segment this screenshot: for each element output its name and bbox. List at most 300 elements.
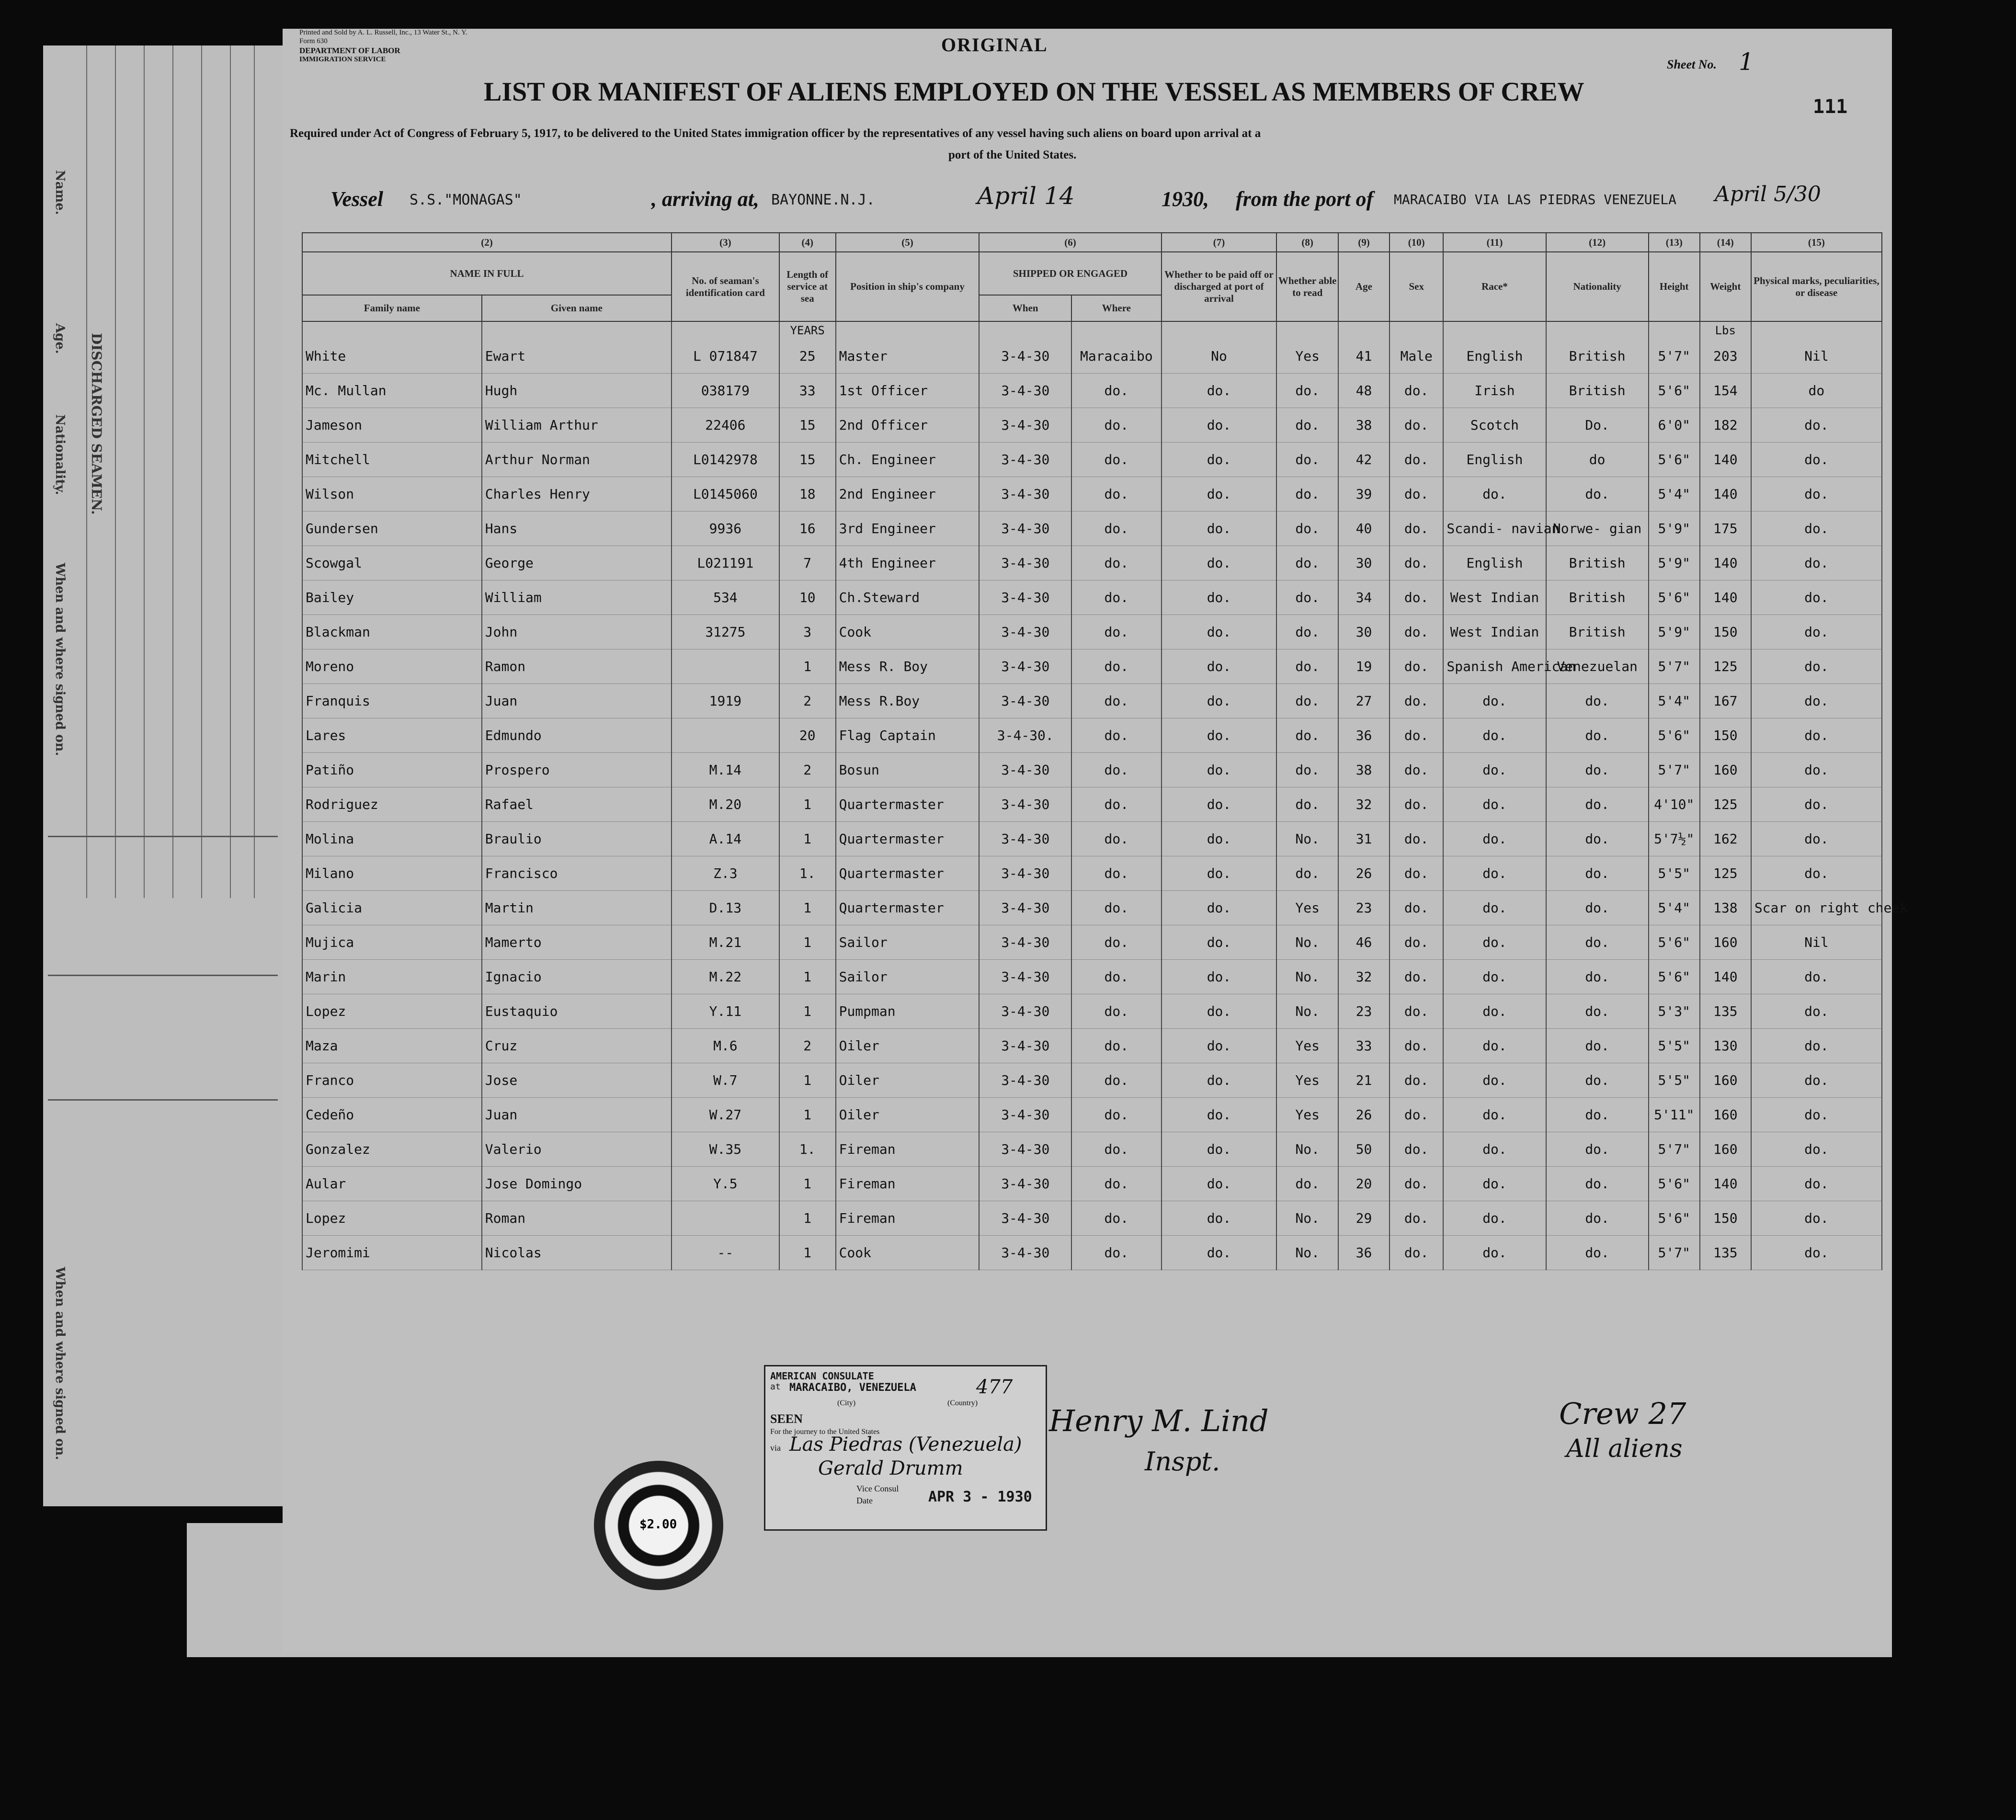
cell-nationality: British: [1546, 580, 1649, 615]
cell-shipped-when: 3-4-30: [979, 822, 1071, 856]
cell-sex: do.: [1390, 443, 1443, 477]
cell-race: do.: [1443, 1236, 1546, 1270]
cell-shipped-where: do.: [1071, 1167, 1161, 1201]
cell-sex: do.: [1390, 925, 1443, 960]
cell-able-to-read: No.: [1276, 1201, 1338, 1236]
crew-count: Crew 27: [1559, 1396, 1686, 1431]
cell-length-of-service: 1: [779, 960, 836, 994]
cell-given-name: Nicolas: [482, 1236, 672, 1270]
cell-height: 5'7": [1649, 1236, 1700, 1270]
cell-id-card: 31275: [672, 615, 779, 649]
cell-given-name: Jose: [482, 1063, 672, 1098]
cell-paid-off: do.: [1162, 649, 1277, 684]
cell-able-to-read: No.: [1276, 1132, 1338, 1167]
cell-given-name: John: [482, 615, 672, 649]
cell-physical-marks: do.: [1751, 546, 1882, 580]
cell-age: 36: [1338, 718, 1390, 753]
cell-height: 5'7½": [1649, 822, 1700, 856]
stamp-consulate: AMERICAN CONSULATE: [770, 1370, 874, 1382]
crew-row: [302, 546, 1882, 580]
cell-given-name: Eustaquio: [482, 994, 672, 1029]
cell-able-to-read: do.: [1276, 718, 1338, 753]
cell-nationality: do.: [1546, 684, 1649, 718]
cell-paid-off: do.: [1162, 822, 1277, 856]
cell-shipped-when: 3-4-30: [979, 477, 1071, 512]
form-number: Form 630: [299, 37, 328, 45]
cell-height: 5'6": [1649, 925, 1700, 960]
cell-paid-off: do.: [1162, 960, 1277, 994]
cell-age: 31: [1338, 822, 1390, 856]
cell-height: 5'7": [1649, 649, 1700, 684]
col-6-number: (6): [979, 233, 1161, 252]
printer-line: Printed and Sold by A. L. Russell, Inc., 13 Water St., N. Y.: [299, 29, 467, 36]
stamp-date: APR 3 - 1930: [928, 1489, 1032, 1505]
cell-id-card: L 071847: [672, 339, 779, 374]
cell-physical-marks: do.: [1751, 512, 1882, 546]
cell-family-name: Blackman: [302, 615, 482, 649]
cell-sex: do.: [1390, 1236, 1443, 1270]
cell-physical-marks: do.: [1751, 856, 1882, 891]
cell-id-card: W.35: [672, 1132, 779, 1167]
cell-race: do.: [1443, 891, 1546, 925]
cell-given-name: Valerio: [482, 1132, 672, 1167]
cell-physical-marks: do.: [1751, 684, 1882, 718]
crew-row: [302, 339, 1882, 374]
cell-weight: 175: [1700, 512, 1751, 546]
cell-position: Bosun: [836, 753, 980, 787]
cell-id-card: M.14: [672, 753, 779, 787]
cell-height: 5'7": [1649, 1132, 1700, 1167]
cell-length-of-service: 3: [779, 615, 836, 649]
cell-physical-marks: do.: [1751, 408, 1882, 443]
cell-id-card: [672, 718, 779, 753]
header-paid-off: Whether to be paid off or discharged at port of arrival: [1162, 252, 1277, 321]
cell-shipped-when: 3-4-30: [979, 408, 1071, 443]
cell-family-name: Lopez: [302, 1201, 482, 1236]
inspector-signature: Henry M. Lind: [1049, 1403, 1269, 1438]
cell-given-name: William Arthur: [482, 408, 672, 443]
cell-height: 5'9": [1649, 615, 1700, 649]
cell-physical-marks: do.: [1751, 1063, 1882, 1098]
cell-shipped-where: do.: [1071, 1029, 1161, 1063]
cell-nationality: British: [1546, 546, 1649, 580]
cell-paid-off: do.: [1162, 1132, 1277, 1167]
cell-age: 27: [1338, 684, 1390, 718]
cell-race: do.: [1443, 477, 1546, 512]
cell-family-name: Lopez: [302, 994, 482, 1029]
cell-weight: 182: [1700, 408, 1751, 443]
cell-age: 30: [1338, 546, 1390, 580]
cell-id-card: --: [672, 1236, 779, 1270]
cell-shipped-when: 3-4-30: [979, 1029, 1071, 1063]
cell-id-card: 1919: [672, 684, 779, 718]
cell-age: 33: [1338, 1029, 1390, 1063]
cell-shipped-when: 3-4-30: [979, 856, 1071, 891]
cell-age: 19: [1338, 649, 1390, 684]
cell-position: Pumpman: [836, 994, 980, 1029]
cell-nationality: do.: [1546, 856, 1649, 891]
cell-race: do.: [1443, 1167, 1546, 1201]
cell-family-name: Marin: [302, 960, 482, 994]
cell-shipped-where: do.: [1071, 649, 1161, 684]
cell-length-of-service: 2: [779, 1029, 836, 1063]
cell-shipped-where: do.: [1071, 512, 1161, 546]
manifest-sheet: [283, 29, 1908, 1652]
cell-shipped-where: do.: [1071, 960, 1161, 994]
cell-sex: Male: [1390, 339, 1443, 374]
cell-race: West Indian: [1443, 615, 1546, 649]
manifest-title: LIST OR MANIFEST OF ALIENS EMPLOYED ON THE VESSEL AS MEMBERS OF CREW: [484, 77, 1584, 107]
subtitle-line-2: port of the United States.: [948, 148, 1077, 161]
cell-nationality: do.: [1546, 994, 1649, 1029]
stamp-number: 477: [976, 1376, 1013, 1398]
header-given-name: Given name: [482, 295, 672, 321]
cell-age: 40: [1338, 512, 1390, 546]
cell-weight: 130: [1700, 1029, 1751, 1063]
cell-nationality: do.: [1546, 1029, 1649, 1063]
cell-paid-off: No: [1162, 339, 1277, 374]
cell-id-card: 9936: [672, 512, 779, 546]
cell-height: 5'11": [1649, 1098, 1700, 1132]
cell-length-of-service: 1: [779, 1201, 836, 1236]
cell-length-of-service: 1: [779, 1098, 836, 1132]
cell-given-name: Braulio: [482, 822, 672, 856]
cell-length-of-service: 1: [779, 994, 836, 1029]
cell-nationality: do.: [1546, 1201, 1649, 1236]
cell-height: 5'3": [1649, 994, 1700, 1029]
cell-race: English: [1443, 443, 1546, 477]
cell-nationality: do: [1546, 443, 1649, 477]
all-aliens-note: All aliens: [1566, 1434, 1683, 1463]
cell-family-name: Mitchell: [302, 443, 482, 477]
cell-physical-marks: do.: [1751, 580, 1882, 615]
cell-position: Quartermaster: [836, 856, 980, 891]
cell-id-card: M.21: [672, 925, 779, 960]
cell-race: do.: [1443, 684, 1546, 718]
cell-weight: 140: [1700, 1167, 1751, 1201]
cell-id-card: 534: [672, 580, 779, 615]
header-race: Race*: [1443, 252, 1546, 321]
col-11-number: (11): [1443, 233, 1546, 252]
cell-length-of-service: 1: [779, 1236, 836, 1270]
cell-sex: do.: [1390, 822, 1443, 856]
discharged-seamen-flap: [43, 46, 285, 1506]
crew-row: [302, 856, 1882, 891]
cell-family-name: Mujica: [302, 925, 482, 960]
cell-able-to-read: do.: [1276, 1167, 1338, 1201]
cell-able-to-read: do.: [1276, 856, 1338, 891]
col-7-number: (7): [1162, 233, 1277, 252]
cell-age: 36: [1338, 1236, 1390, 1270]
cell-length-of-service: 1: [779, 925, 836, 960]
stamp-journey: For the journey to the United States: [770, 1428, 880, 1436]
cell-nationality: do.: [1546, 753, 1649, 787]
cell-given-name: Juan: [482, 1098, 672, 1132]
crew-row: [302, 1063, 1882, 1098]
stamp-at: at: [770, 1382, 781, 1392]
unit-years: YEARS: [779, 321, 836, 339]
cell-paid-off: do.: [1162, 994, 1277, 1029]
cell-race: Scandi- navian: [1443, 512, 1546, 546]
cell-sex: do.: [1390, 512, 1443, 546]
cell-weight: 150: [1700, 615, 1751, 649]
cell-nationality: British: [1546, 615, 1649, 649]
cell-length-of-service: 1: [779, 891, 836, 925]
cell-id-card: W.27: [672, 1098, 779, 1132]
arrival-date: April 14: [977, 182, 1075, 210]
stamp-via-value: Las Piedras (Venezuela): [789, 1433, 1022, 1456]
seal-fee: $2.00: [639, 1517, 677, 1532]
cell-shipped-when: 3-4-30: [979, 1063, 1071, 1098]
cell-physical-marks: do.: [1751, 649, 1882, 684]
cell-paid-off: do.: [1162, 1029, 1277, 1063]
cell-weight: 140: [1700, 546, 1751, 580]
cell-weight: 125: [1700, 856, 1751, 891]
sheet-number: 1: [1739, 48, 1754, 76]
cell-height: 5'9": [1649, 512, 1700, 546]
cell-shipped-where: do.: [1071, 443, 1161, 477]
cell-sex: do.: [1390, 787, 1443, 822]
cell-position: Mess R.Boy: [836, 684, 980, 718]
cell-paid-off: do.: [1162, 753, 1277, 787]
cell-able-to-read: do.: [1276, 477, 1338, 512]
cell-height: 5'5": [1649, 1063, 1700, 1098]
crew-table: [302, 232, 1908, 1270]
stamp-number: 111: [1813, 96, 1848, 118]
department: DEPARTMENT OF LABOR: [299, 46, 400, 55]
cell-sex: do.: [1390, 753, 1443, 787]
header-shipped-or-engaged: SHIPPED OR ENGAGED: [979, 252, 1161, 295]
cell-nationality: do.: [1546, 477, 1649, 512]
cell-physical-marks: do.: [1751, 753, 1882, 787]
cell-position: Master: [836, 339, 980, 374]
cell-able-to-read: do.: [1276, 443, 1338, 477]
cell-height: 4'10": [1649, 787, 1700, 822]
cell-family-name: Milano: [302, 856, 482, 891]
cell-able-to-read: do.: [1276, 374, 1338, 408]
cell-shipped-when: 3-4-30: [979, 1201, 1071, 1236]
cell-length-of-service: 1: [779, 649, 836, 684]
cell-paid-off: do.: [1162, 1098, 1277, 1132]
cell-shipped-where: do.: [1071, 1201, 1161, 1236]
cell-family-name: Aular: [302, 1167, 482, 1201]
cell-length-of-service: 10: [779, 580, 836, 615]
units-row: [302, 321, 1882, 339]
cell-id-card: L021191: [672, 546, 779, 580]
cell-length-of-service: 33: [779, 374, 836, 408]
cell-length-of-service: 2: [779, 684, 836, 718]
cell-length-of-service: 15: [779, 408, 836, 443]
cell-sex: do.: [1390, 580, 1443, 615]
cell-weight: 135: [1700, 1236, 1751, 1270]
cell-height: 5'4": [1649, 891, 1700, 925]
cell-nationality: British: [1546, 374, 1649, 408]
cell-family-name: Patiño: [302, 753, 482, 787]
cell-family-name: Galicia: [302, 891, 482, 925]
cell-nationality: do.: [1546, 787, 1649, 822]
cell-nationality: do.: [1546, 1236, 1649, 1270]
cell-sex: do.: [1390, 408, 1443, 443]
cell-height: 5'4": [1649, 684, 1700, 718]
cell-position: 3rd Engineer: [836, 512, 980, 546]
cell-sex: do.: [1390, 546, 1443, 580]
cell-family-name: Molina: [302, 822, 482, 856]
cell-shipped-when: 3-4-30: [979, 580, 1071, 615]
header-able-to-read: Whether able to read: [1276, 252, 1338, 321]
cell-family-name: Lares: [302, 718, 482, 753]
cell-id-card: A.14: [672, 822, 779, 856]
cell-id-card: L0145060: [672, 477, 779, 512]
cell-position: 4th Engineer: [836, 546, 980, 580]
cell-physical-marks: do.: [1751, 1201, 1882, 1236]
cell-age: 50: [1338, 1132, 1390, 1167]
flap-title: DISCHARGED SEAMEN.: [89, 333, 104, 515]
cell-given-name: George: [482, 546, 672, 580]
cell-race: do.: [1443, 1201, 1546, 1236]
crew-row: [302, 718, 1882, 753]
cell-height: 5'6": [1649, 374, 1700, 408]
cell-shipped-where: do.: [1071, 891, 1161, 925]
cell-weight: 162: [1700, 822, 1751, 856]
cell-shipped-when: 3-4-30.: [979, 718, 1071, 753]
cell-paid-off: do.: [1162, 684, 1277, 718]
cell-physical-marks: do.: [1751, 960, 1882, 994]
cell-sex: do.: [1390, 1132, 1443, 1167]
header-sex: Sex: [1390, 252, 1443, 321]
cell-shipped-when: 3-4-30: [979, 339, 1071, 374]
cell-physical-marks: do.: [1751, 1236, 1882, 1270]
cell-sex: do.: [1390, 374, 1443, 408]
stamp-seen: SEEN: [770, 1412, 803, 1426]
col-5-number: (5): [836, 233, 980, 252]
cell-race: do.: [1443, 822, 1546, 856]
cell-shipped-when: 3-4-30: [979, 960, 1071, 994]
flap-col-nationality: Nationality.: [53, 414, 67, 495]
cell-race: do.: [1443, 1029, 1546, 1063]
cell-shipped-when: 3-4-30: [979, 512, 1071, 546]
cell-position: Sailor: [836, 925, 980, 960]
cell-physical-marks: Scar on right cheek: [1751, 891, 1882, 925]
flap-col-name: Name.: [53, 170, 67, 215]
cell-given-name: Hugh: [482, 374, 672, 408]
cell-shipped-where: do.: [1071, 925, 1161, 960]
cell-length-of-service: 1.: [779, 1132, 836, 1167]
cell-given-name: Ewart: [482, 339, 672, 374]
header-position: Position in ship's company: [836, 252, 980, 321]
cell-race: do.: [1443, 856, 1546, 891]
crew-row: [302, 1132, 1882, 1167]
cell-shipped-where: do.: [1071, 1063, 1161, 1098]
cell-given-name: Jose Domingo: [482, 1167, 672, 1201]
header-when: When: [979, 295, 1071, 321]
cell-height: 5'6": [1649, 1201, 1700, 1236]
cell-race: English: [1443, 546, 1546, 580]
cell-physical-marks: do.: [1751, 615, 1882, 649]
flap-col-when-where: When and where signed on.: [53, 563, 67, 756]
cell-nationality: do.: [1546, 925, 1649, 960]
cell-given-name: Francisco: [482, 856, 672, 891]
cell-physical-marks: do.: [1751, 477, 1882, 512]
cell-shipped-where: do.: [1071, 1132, 1161, 1167]
cell-weight: 140: [1700, 443, 1751, 477]
cell-physical-marks: do.: [1751, 718, 1882, 753]
cell-given-name: Ignacio: [482, 960, 672, 994]
consulate-seal: [594, 1461, 723, 1590]
cell-weight: 150: [1700, 1201, 1751, 1236]
cell-shipped-where: do.: [1071, 580, 1161, 615]
crew-row: [302, 649, 1882, 684]
cell-family-name: Jameson: [302, 408, 482, 443]
cell-given-name: Charles Henry: [482, 477, 672, 512]
cell-given-name: Cruz: [482, 1029, 672, 1063]
cell-weight: 160: [1700, 1063, 1751, 1098]
cell-nationality: do.: [1546, 822, 1649, 856]
col-15-number: (15): [1751, 233, 1882, 252]
col-12-number: (12): [1546, 233, 1649, 252]
col-3-number: (3): [672, 233, 779, 252]
arrival-year: 1930,: [1162, 187, 1209, 211]
cell-able-to-read: do.: [1276, 546, 1338, 580]
crew-row: [302, 960, 1882, 994]
subtitle-line-1: Required under Act of Congress of February 5, 1917, to be delivered to the United States immigration officer by the representatives of any vessel having such aliens on board upon arrival at a: [290, 127, 1261, 140]
crew-row: [302, 822, 1882, 856]
cell-sex: do.: [1390, 891, 1443, 925]
cell-position: Fireman: [836, 1201, 980, 1236]
cell-shipped-when: 3-4-30: [979, 925, 1071, 960]
cell-position: Oiler: [836, 1063, 980, 1098]
stamp-country-label: (Country): [947, 1399, 978, 1407]
col-2-number: (2): [302, 233, 672, 252]
cell-given-name: Mamerto: [482, 925, 672, 960]
inspector-title: Inspt.: [1145, 1446, 1220, 1477]
cell-age: 34: [1338, 580, 1390, 615]
cell-weight: 167: [1700, 684, 1751, 718]
cell-length-of-service: 1: [779, 822, 836, 856]
cell-paid-off: do.: [1162, 477, 1277, 512]
cell-nationality: do.: [1546, 1063, 1649, 1098]
cell-position: Oiler: [836, 1098, 980, 1132]
cell-age: 30: [1338, 615, 1390, 649]
cell-nationality: do.: [1546, 1167, 1649, 1201]
cell-position: Flag Captain: [836, 718, 980, 753]
cell-physical-marks: do.: [1751, 1132, 1882, 1167]
col-14-number: (14): [1700, 233, 1751, 252]
cell-shipped-when: 3-4-30: [979, 787, 1071, 822]
cell-able-to-read: No.: [1276, 960, 1338, 994]
stamp-city-label: (City): [837, 1399, 856, 1407]
cell-age: 26: [1338, 856, 1390, 891]
cell-family-name: White: [302, 339, 482, 374]
cell-age: 21: [1338, 1063, 1390, 1098]
col-13-number: (13): [1649, 233, 1700, 252]
cell-shipped-where: do.: [1071, 1098, 1161, 1132]
cell-family-name: Bailey: [302, 580, 482, 615]
cell-paid-off: do.: [1162, 408, 1277, 443]
crew-row: [302, 1236, 1882, 1270]
cell-paid-off: do.: [1162, 512, 1277, 546]
consulate-stamp: [764, 1365, 1047, 1531]
cell-able-to-read: do.: [1276, 408, 1338, 443]
cell-position: Quartermaster: [836, 822, 980, 856]
cell-able-to-read: Yes: [1276, 339, 1338, 374]
cell-paid-off: do.: [1162, 615, 1277, 649]
cell-weight: 160: [1700, 1132, 1751, 1167]
cell-length-of-service: 2: [779, 753, 836, 787]
cell-id-card: M.20: [672, 787, 779, 822]
cell-id-card: 038179: [672, 374, 779, 408]
cell-weight: 160: [1700, 753, 1751, 787]
cell-age: 20: [1338, 1167, 1390, 1201]
